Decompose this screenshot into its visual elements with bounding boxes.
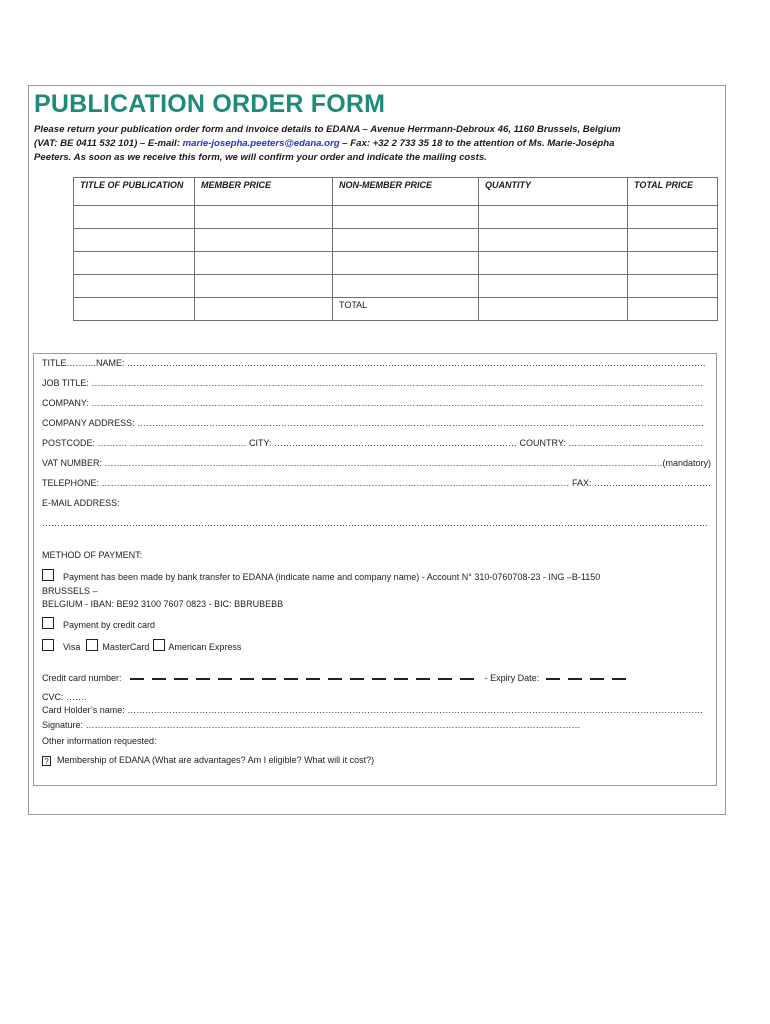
cell-input[interactable]: [333, 229, 479, 252]
visa-checkbox[interactable]: [42, 639, 54, 651]
page-title: PUBLICATION ORDER FORM: [34, 90, 386, 118]
method-of-payment-label: METHOD OF PAYMENT:: [42, 550, 143, 560]
cell-input[interactable]: [479, 206, 628, 229]
mastercard-checkbox[interactable]: [86, 639, 98, 651]
checkbox-icon[interactable]: [42, 569, 54, 581]
total-row: [74, 298, 718, 321]
job-title-field[interactable]: JOB TITLE: ……………………………………………………………………………………………………………………………………………………………………………………: [42, 378, 704, 388]
cell-input[interactable]: [195, 298, 333, 321]
table-row: [74, 206, 718, 229]
table-row: [74, 252, 718, 275]
membership-checkbox[interactable]: ?: [42, 756, 51, 766]
checkbox-icon[interactable]: [42, 617, 54, 629]
cell-input[interactable]: [479, 252, 628, 275]
telephone-fax-field[interactable]: TELEPHONE: ………………………………………………………………………………………………………………………………………… FAX: …………………………………: [42, 478, 712, 488]
cell-input[interactable]: [74, 275, 195, 298]
cell-input[interactable]: [74, 252, 195, 275]
credit-card-label: Payment by credit card: [63, 620, 156, 630]
intro-line-1: Please return your publication order form and invoice details to EDANA – Avenue Herrmann-Debroux 46, 1160 Brussels, Belgium: [34, 124, 621, 135]
amex-label: American Express: [168, 642, 242, 652]
table-row: [74, 275, 718, 298]
intro-line-3: Peeters. As soon as we receive this form, we will confirm your order and indicate the mailing costs.: [34, 152, 487, 163]
email-address-label: E-MAIL ADDRESS:: [42, 498, 120, 508]
table-header-row: [74, 178, 718, 206]
card-number-input[interactable]: [130, 673, 482, 683]
cell-input[interactable]: [479, 229, 628, 252]
signature-field[interactable]: Signature: …………………………………………………………………………………………………………………………………………………: [42, 720, 581, 730]
mastercard-label: MasterCard: [102, 642, 150, 652]
cell-input[interactable]: [74, 229, 195, 252]
header-quantity: QUANTITY: [479, 178, 628, 206]
email-link[interactable]: marie-josepha.peeters@edana.org: [182, 138, 340, 149]
cell-input[interactable]: [333, 252, 479, 275]
cvc-field[interactable]: CVC: …….: [42, 692, 87, 702]
other-info-label: Other information requested:: [42, 736, 157, 746]
cell-input[interactable]: [628, 229, 718, 252]
cell-input[interactable]: [628, 275, 718, 298]
intro-fax: – Fax: +32 2 733 35 18 to the attention of Ms. Marie-Josépha: [339, 138, 615, 149]
intro-line-2: [34, 137, 704, 151]
header-total-price: TOTAL PRICE: [628, 178, 718, 206]
cell-input[interactable]: [195, 206, 333, 229]
credit-card-option[interactable]: [42, 617, 155, 630]
bank-transfer-line-3: BELGIUM - IBAN: BE92 3100 7607 0823 - BIC: BBRUBEBB: [42, 599, 284, 609]
bank-transfer-label: Payment has been made by bank transfer to EDANA (indicate name and company name) - Account N° 310-0760708-23 - ING –B-1150: [63, 572, 601, 582]
expiry-date-input[interactable]: [546, 673, 634, 683]
cell-input[interactable]: [333, 275, 479, 298]
cell-input[interactable]: [74, 298, 195, 321]
cell-input[interactable]: [628, 298, 718, 321]
postcode-city-country-field[interactable]: POSTCODE: ………. ………………………………… CITY: ……………………………………………………………………… COUNTRY: ………………………………………: [42, 438, 704, 448]
cell-input[interactable]: [195, 252, 333, 275]
bank-transfer-line-2: BRUSSELS –: [42, 586, 98, 596]
company-field[interactable]: COMPANY: ……………………………………………………………………………………………………………………………………………………………………………………: [42, 398, 704, 408]
card-number-row: [42, 673, 634, 683]
card-number-label: Credit card number:: [42, 673, 122, 683]
intro-text: [34, 123, 704, 165]
cell-input[interactable]: [479, 298, 628, 321]
card-type-options: [42, 639, 241, 652]
membership-option[interactable]: [42, 755, 374, 766]
amex-checkbox[interactable]: [153, 639, 165, 651]
cell-input[interactable]: [628, 252, 718, 275]
expiry-date-label: - Expiry Date:: [484, 673, 540, 683]
header-member-price: MEMBER PRICE: [195, 178, 333, 206]
header-non-member-price: NON-MEMBER PRICE: [333, 178, 479, 206]
company-address-field[interactable]: COMPANY ADDRESS: ………………………………………………………………………………………………………………………………………………………………………: [42, 418, 705, 428]
table-row: [74, 229, 718, 252]
cell-input[interactable]: [74, 206, 195, 229]
cell-input[interactable]: [628, 206, 718, 229]
cell-input[interactable]: [479, 275, 628, 298]
cell-input[interactable]: [195, 229, 333, 252]
title-name-field[interactable]: TITLE……….NAME: ………………………………………………………………………………………………………………………………………………………………………….: [42, 358, 706, 368]
visa-label: Visa: [63, 642, 81, 652]
vat-number-field[interactable]: VAT NUMBER: ……………………………………………………………………………………………………………………………………………………………………(mandatory): [42, 458, 712, 468]
order-table: [73, 177, 718, 321]
card-holder-name-field[interactable]: Card Holder’s name: …………………………………………………………………………………………………………………………………………………………………………: [42, 705, 704, 715]
membership-label: Membership of EDANA (What are advantages? Am I eligible? What will it cost?): [57, 755, 375, 765]
intro-vat: (VAT: BE 0411 532 101) – E-mail:: [34, 138, 183, 149]
total-label: TOTAL: [333, 298, 479, 321]
email-address-field[interactable]: ……………………………………………………………………………………………………………………………………………………………………………………………………: [42, 518, 708, 528]
header-title-of-publication: TITLE OF PUBLICATION: [74, 178, 195, 206]
cell-input[interactable]: [195, 275, 333, 298]
cell-input[interactable]: [333, 206, 479, 229]
bank-transfer-option[interactable]: [42, 569, 600, 582]
